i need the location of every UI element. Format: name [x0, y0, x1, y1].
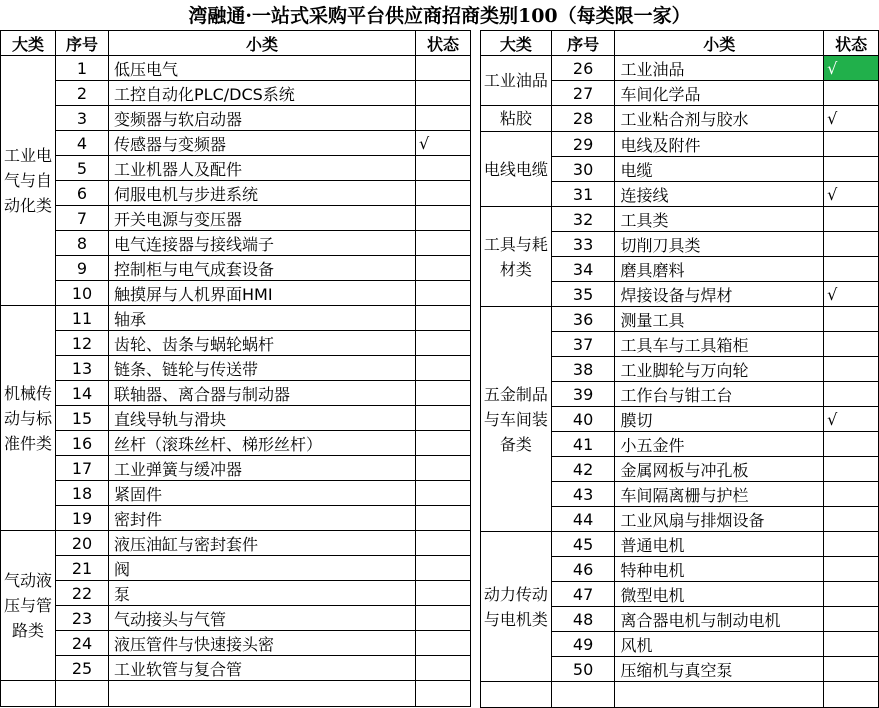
subcategory-cell: 电缆: [615, 157, 824, 182]
subcategory-cell: 特种电机: [615, 557, 824, 582]
status-cell: [824, 357, 879, 382]
table-row: [1, 406, 471, 431]
status-cell: [824, 382, 879, 407]
table-row: [1, 631, 471, 656]
seq-cell: 16: [56, 431, 109, 456]
header-row: [481, 31, 879, 56]
status-cell: [824, 607, 879, 632]
table-row: [1, 81, 471, 106]
subcategory-cell: 工具类: [615, 207, 824, 232]
subcategory-cell: 链条、链轮与传送带: [109, 356, 416, 381]
status-cell: [824, 232, 879, 257]
seq-cell: 19: [56, 506, 109, 531]
status-cell: [416, 431, 471, 456]
status-cell: [416, 306, 471, 331]
seq-cell: 45: [551, 532, 615, 557]
seq-cell: 30: [551, 157, 615, 182]
status-cell: [416, 581, 471, 606]
seq-cell: 34: [551, 257, 615, 282]
empty-cell: [481, 682, 552, 708]
status-cell: [824, 657, 879, 682]
empty-cell: [551, 682, 615, 708]
header-subcategory: 小类: [615, 31, 824, 56]
empty-row: [1, 681, 471, 707]
subcategory-cell: 车间隔离栅与护栏: [615, 482, 824, 507]
status-cell: √: [416, 131, 471, 156]
seq-cell: 49: [551, 632, 615, 657]
subcategory-cell: 小五金件: [615, 432, 824, 457]
subcategory-cell: 开关电源与变压器: [109, 206, 416, 231]
status-cell: [416, 481, 471, 506]
table-row: [1, 306, 471, 331]
table-row: [481, 56, 879, 81]
subcategory-cell: 电线及附件: [615, 132, 824, 157]
subcategory-cell: 测量工具: [615, 307, 824, 332]
seq-cell: 12: [56, 331, 109, 356]
subcategory-cell: 焊接设备与焊材: [615, 282, 824, 307]
subcategory-cell: 磨具磨料: [615, 257, 824, 282]
table-row: [1, 531, 471, 556]
status-cell: [416, 631, 471, 656]
seq-cell: 3: [56, 106, 109, 131]
category-cell: 气动液压与管路类: [1, 531, 56, 681]
subcategory-cell: 轴承: [109, 306, 416, 331]
seq-cell: 32: [551, 207, 615, 232]
header-status: 状态: [416, 31, 471, 56]
subcategory-cell: 普通电机: [615, 532, 824, 557]
subcategory-cell: 泵: [109, 581, 416, 606]
status-cell: [416, 556, 471, 581]
subcategory-cell: 切削刀具类: [615, 232, 824, 257]
header-category: 大类: [481, 31, 552, 56]
seq-cell: 29: [551, 132, 615, 157]
subcategory-cell: 金属网板与冲孔板: [615, 457, 824, 482]
seq-cell: 25: [56, 656, 109, 681]
subcategory-cell: 气动接头与气管: [109, 606, 416, 631]
table-row: [1, 606, 471, 631]
subcategory-cell: 液压油缸与密封套件: [109, 531, 416, 556]
subcategory-cell: 工业机器人及配件: [109, 156, 416, 181]
empty-cell: [1, 681, 56, 707]
status-cell: √: [824, 106, 879, 132]
status-cell: [824, 332, 879, 357]
category-cell: 电线电缆: [481, 132, 552, 207]
seq-cell: 4: [56, 131, 109, 156]
table-row: [1, 381, 471, 406]
seq-cell: 24: [56, 631, 109, 656]
status-cell: √: [824, 56, 879, 81]
subcategory-cell: 工作台与钳工台: [615, 382, 824, 407]
status-cell: [416, 506, 471, 531]
subcategory-cell: 工业风扇与排烟设备: [615, 507, 824, 532]
seq-cell: 48: [551, 607, 615, 632]
status-cell: [824, 457, 879, 482]
seq-cell: 50: [551, 657, 615, 682]
subcategory-cell: 工业软管与复合管: [109, 656, 416, 681]
empty-cell: [56, 681, 109, 707]
seq-cell: 23: [56, 606, 109, 631]
status-cell: [416, 456, 471, 481]
category-cell: 粘胶: [481, 106, 552, 132]
seq-cell: 40: [551, 407, 615, 432]
table-row: [1, 256, 471, 281]
status-cell: [416, 531, 471, 556]
table-row: [1, 181, 471, 206]
seq-cell: 22: [56, 581, 109, 606]
header-seq: 序号: [551, 31, 615, 56]
status-cell: [416, 231, 471, 256]
category-cell: 动力传动与电机类: [481, 532, 552, 682]
category-cell: 机械传动与标准件类: [1, 306, 56, 531]
seq-cell: 28: [551, 106, 615, 132]
seq-cell: 41: [551, 432, 615, 457]
empty-cell: [824, 682, 879, 708]
subcategory-cell: 伺服电机与步进系统: [109, 181, 416, 206]
seq-cell: 21: [56, 556, 109, 581]
table-row: [481, 307, 879, 332]
table-row: [1, 581, 471, 606]
header-subcategory: 小类: [109, 31, 416, 56]
status-cell: [416, 106, 471, 131]
status-cell: √: [824, 407, 879, 432]
table-row: [1, 156, 471, 181]
table-row: [1, 331, 471, 356]
table-row: [1, 456, 471, 481]
right-category-table: [480, 30, 879, 708]
status-cell: [416, 256, 471, 281]
subcategory-cell: 工具车与工具箱柜: [615, 332, 824, 357]
seq-cell: 7: [56, 206, 109, 231]
status-cell: [416, 206, 471, 231]
status-cell: [416, 181, 471, 206]
table-row: [1, 56, 471, 81]
subcategory-cell: 工控自动化PLC/DCS系统: [109, 81, 416, 106]
seq-cell: 35: [551, 282, 615, 307]
seq-cell: 1: [56, 56, 109, 81]
status-cell: [824, 482, 879, 507]
subcategory-cell: 变频器与软启动器: [109, 106, 416, 131]
subcategory-cell: 工业粘合剂与胶水: [615, 106, 824, 132]
table-row: [1, 206, 471, 231]
status-cell: [824, 432, 879, 457]
subcategory-cell: 工业弹簧与缓冲器: [109, 456, 416, 481]
status-cell: [416, 656, 471, 681]
status-cell: [416, 156, 471, 181]
seq-cell: 14: [56, 381, 109, 406]
table-row: [1, 131, 471, 156]
status-cell: [416, 331, 471, 356]
seq-cell: 43: [551, 482, 615, 507]
status-cell: [824, 132, 879, 157]
status-cell: [824, 507, 879, 532]
empty-cell: [109, 681, 416, 707]
subcategory-cell: 阀: [109, 556, 416, 581]
category-cell: 五金制品与车间装备类: [481, 307, 552, 532]
status-cell: [416, 381, 471, 406]
subcategory-cell: 紧固件: [109, 481, 416, 506]
table-row: [1, 431, 471, 456]
subcategory-cell: 工业脚轮与万向轮: [615, 357, 824, 382]
seq-cell: 27: [551, 81, 615, 106]
seq-cell: 26: [551, 56, 615, 81]
table-row: [481, 132, 879, 157]
table-row: [1, 231, 471, 256]
table-row: [1, 506, 471, 531]
subcategory-cell: 低压电气: [109, 56, 416, 81]
status-cell: [416, 356, 471, 381]
empty-cell: [416, 681, 471, 707]
subcategory-cell: 工业油品: [615, 56, 824, 81]
subcategory-cell: 齿轮、齿条与蜗轮蜗杆: [109, 331, 416, 356]
table-row: [1, 356, 471, 381]
seq-cell: 20: [56, 531, 109, 556]
table-row: [1, 106, 471, 131]
seq-cell: 13: [56, 356, 109, 381]
seq-cell: 6: [56, 181, 109, 206]
seq-cell: 5: [56, 156, 109, 181]
status-cell: √: [824, 182, 879, 207]
seq-cell: 17: [56, 456, 109, 481]
seq-cell: 18: [56, 481, 109, 506]
header-seq: 序号: [56, 31, 109, 56]
status-cell: [416, 406, 471, 431]
subcategory-cell: 连接线: [615, 182, 824, 207]
status-cell: [824, 532, 879, 557]
status-cell: [824, 582, 879, 607]
table-row: [1, 281, 471, 306]
seq-cell: 39: [551, 382, 615, 407]
table-row: [1, 481, 471, 506]
seq-cell: 47: [551, 582, 615, 607]
seq-cell: 46: [551, 557, 615, 582]
table-row: [481, 106, 879, 132]
seq-cell: 11: [56, 306, 109, 331]
left-category-table: [0, 30, 471, 707]
table-row: [1, 556, 471, 581]
empty-row: [481, 682, 879, 708]
subcategory-cell: 压缩机与真空泵: [615, 657, 824, 682]
seq-cell: 2: [56, 81, 109, 106]
subcategory-cell: 微型电机: [615, 582, 824, 607]
seq-cell: 42: [551, 457, 615, 482]
status-cell: [824, 157, 879, 182]
category-cell: 工业油品: [481, 56, 552, 106]
category-cell: 工具与耗材类: [481, 207, 552, 307]
status-cell: [824, 257, 879, 282]
table-row: [1, 656, 471, 681]
seq-cell: 9: [56, 256, 109, 281]
subcategory-cell: 直线导轨与滑块: [109, 406, 416, 431]
seq-cell: 33: [551, 232, 615, 257]
status-cell: √: [824, 282, 879, 307]
seq-cell: 8: [56, 231, 109, 256]
seq-cell: 10: [56, 281, 109, 306]
status-cell: [824, 307, 879, 332]
status-cell: [416, 56, 471, 81]
subcategory-cell: 密封件: [109, 506, 416, 531]
seq-cell: 15: [56, 406, 109, 431]
seq-cell: 31: [551, 182, 615, 207]
seq-cell: 37: [551, 332, 615, 357]
header-status: 状态: [824, 31, 879, 56]
header-row: [1, 31, 471, 56]
table-row: [481, 532, 879, 557]
header-category: 大类: [1, 31, 56, 56]
subcategory-cell: 车间化学品: [615, 81, 824, 106]
empty-cell: [615, 682, 824, 708]
status-cell: [824, 81, 879, 106]
category-cell: 工业电气与自动化类: [1, 56, 56, 306]
subcategory-cell: 电气连接器与接线端子: [109, 231, 416, 256]
seq-cell: 44: [551, 507, 615, 532]
seq-cell: 36: [551, 307, 615, 332]
subcategory-cell: 风机: [615, 632, 824, 657]
subcategory-cell: 控制柜与电气成套设备: [109, 256, 416, 281]
subcategory-cell: 液压管件与快速接头密: [109, 631, 416, 656]
subcategory-cell: 触摸屏与人机界面HMI: [109, 281, 416, 306]
status-cell: [824, 632, 879, 657]
subcategory-cell: 传感器与变频器: [109, 131, 416, 156]
subcategory-cell: 膜切: [615, 407, 824, 432]
subcategory-cell: 离合器电机与制动电机: [615, 607, 824, 632]
subcategory-cell: 联轴器、离合器与制动器: [109, 381, 416, 406]
seq-cell: 38: [551, 357, 615, 382]
status-cell: [416, 606, 471, 631]
status-cell: [416, 81, 471, 106]
subcategory-cell: 丝杆（滚珠丝杆、梯形丝杆）: [109, 431, 416, 456]
table-row: [481, 207, 879, 232]
status-cell: [824, 557, 879, 582]
document-title: 湾融通·一站式采购平台供应商招商类别100（每类限一家）: [188, 5, 691, 27]
status-cell: [416, 281, 471, 306]
status-cell: [824, 207, 879, 232]
